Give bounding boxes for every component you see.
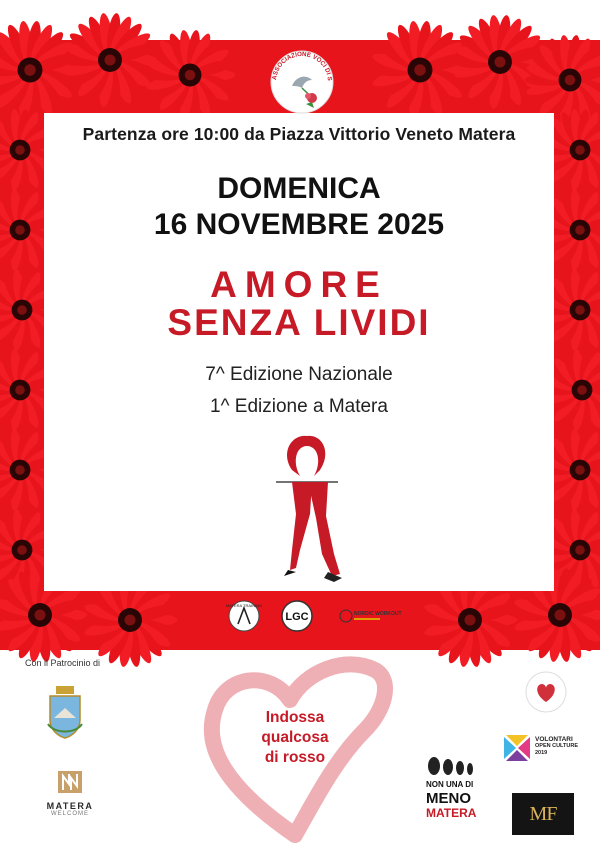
nordic-workout-logo xyxy=(336,598,402,634)
patrocinio-label: Con il Patrocinio di xyxy=(25,658,101,668)
matera-training-logo xyxy=(226,598,262,634)
matera-welcome-logo xyxy=(40,770,100,820)
svg-text:MATERA TRAINING: MATERA TRAINING xyxy=(225,603,263,608)
event-title-line2: SENZA LIVIDI xyxy=(167,302,431,343)
heart-message-line3: di rosso xyxy=(264,749,326,766)
heart-message-line1: Indossa xyxy=(265,709,325,726)
non-una-di-meno-text xyxy=(426,778,486,820)
nonuna-line1: NON UNA DI xyxy=(426,780,474,789)
event-day: DOMENICA xyxy=(217,172,381,205)
edition-local: 1^ Edizione a Matera xyxy=(210,396,388,417)
volontari-line1: VOLONTARI xyxy=(535,736,573,743)
matera-welcome-mark-icon xyxy=(57,770,83,794)
svg-text:NORDIC WORKOUT: NORDIC WORKOUT xyxy=(354,611,402,617)
matera-welcome-subtext: WELCOME xyxy=(50,811,89,817)
volontari-line2: OPEN CULTURE xyxy=(535,743,578,749)
event-title-line1: AMORE xyxy=(210,264,388,305)
association-logo xyxy=(262,48,342,118)
heart-message-line2: qualcosa xyxy=(261,729,329,746)
mf-logo: MF xyxy=(512,793,574,835)
matera-coat-of-arms-icon xyxy=(44,684,86,740)
volontari-line3: 2019 xyxy=(535,750,548,756)
heart-message xyxy=(240,708,350,768)
matera-association-heart-logo xyxy=(524,670,568,714)
volontari-text xyxy=(535,736,578,757)
event-date: 16 NOVEMBRE 2025 xyxy=(153,208,445,241)
departure-info: Partenza ore 10:00 da Piazza Vittorio Veneto Matera xyxy=(82,124,516,144)
svg-text:LGC: LGC xyxy=(285,611,309,623)
lgc-logo xyxy=(279,598,315,634)
matera-welcome-text: MATERA xyxy=(46,801,94,811)
ribbon-legs-illustration xyxy=(262,432,352,582)
nonuna-line2: MENO xyxy=(426,790,471,807)
edition-national: 7^ Edizione Nazionale xyxy=(205,364,393,385)
association-logo-text: ASSOCIAZIONE VOCI DI S xyxy=(271,50,334,82)
nonuna-line3: MATERA xyxy=(426,806,477,820)
